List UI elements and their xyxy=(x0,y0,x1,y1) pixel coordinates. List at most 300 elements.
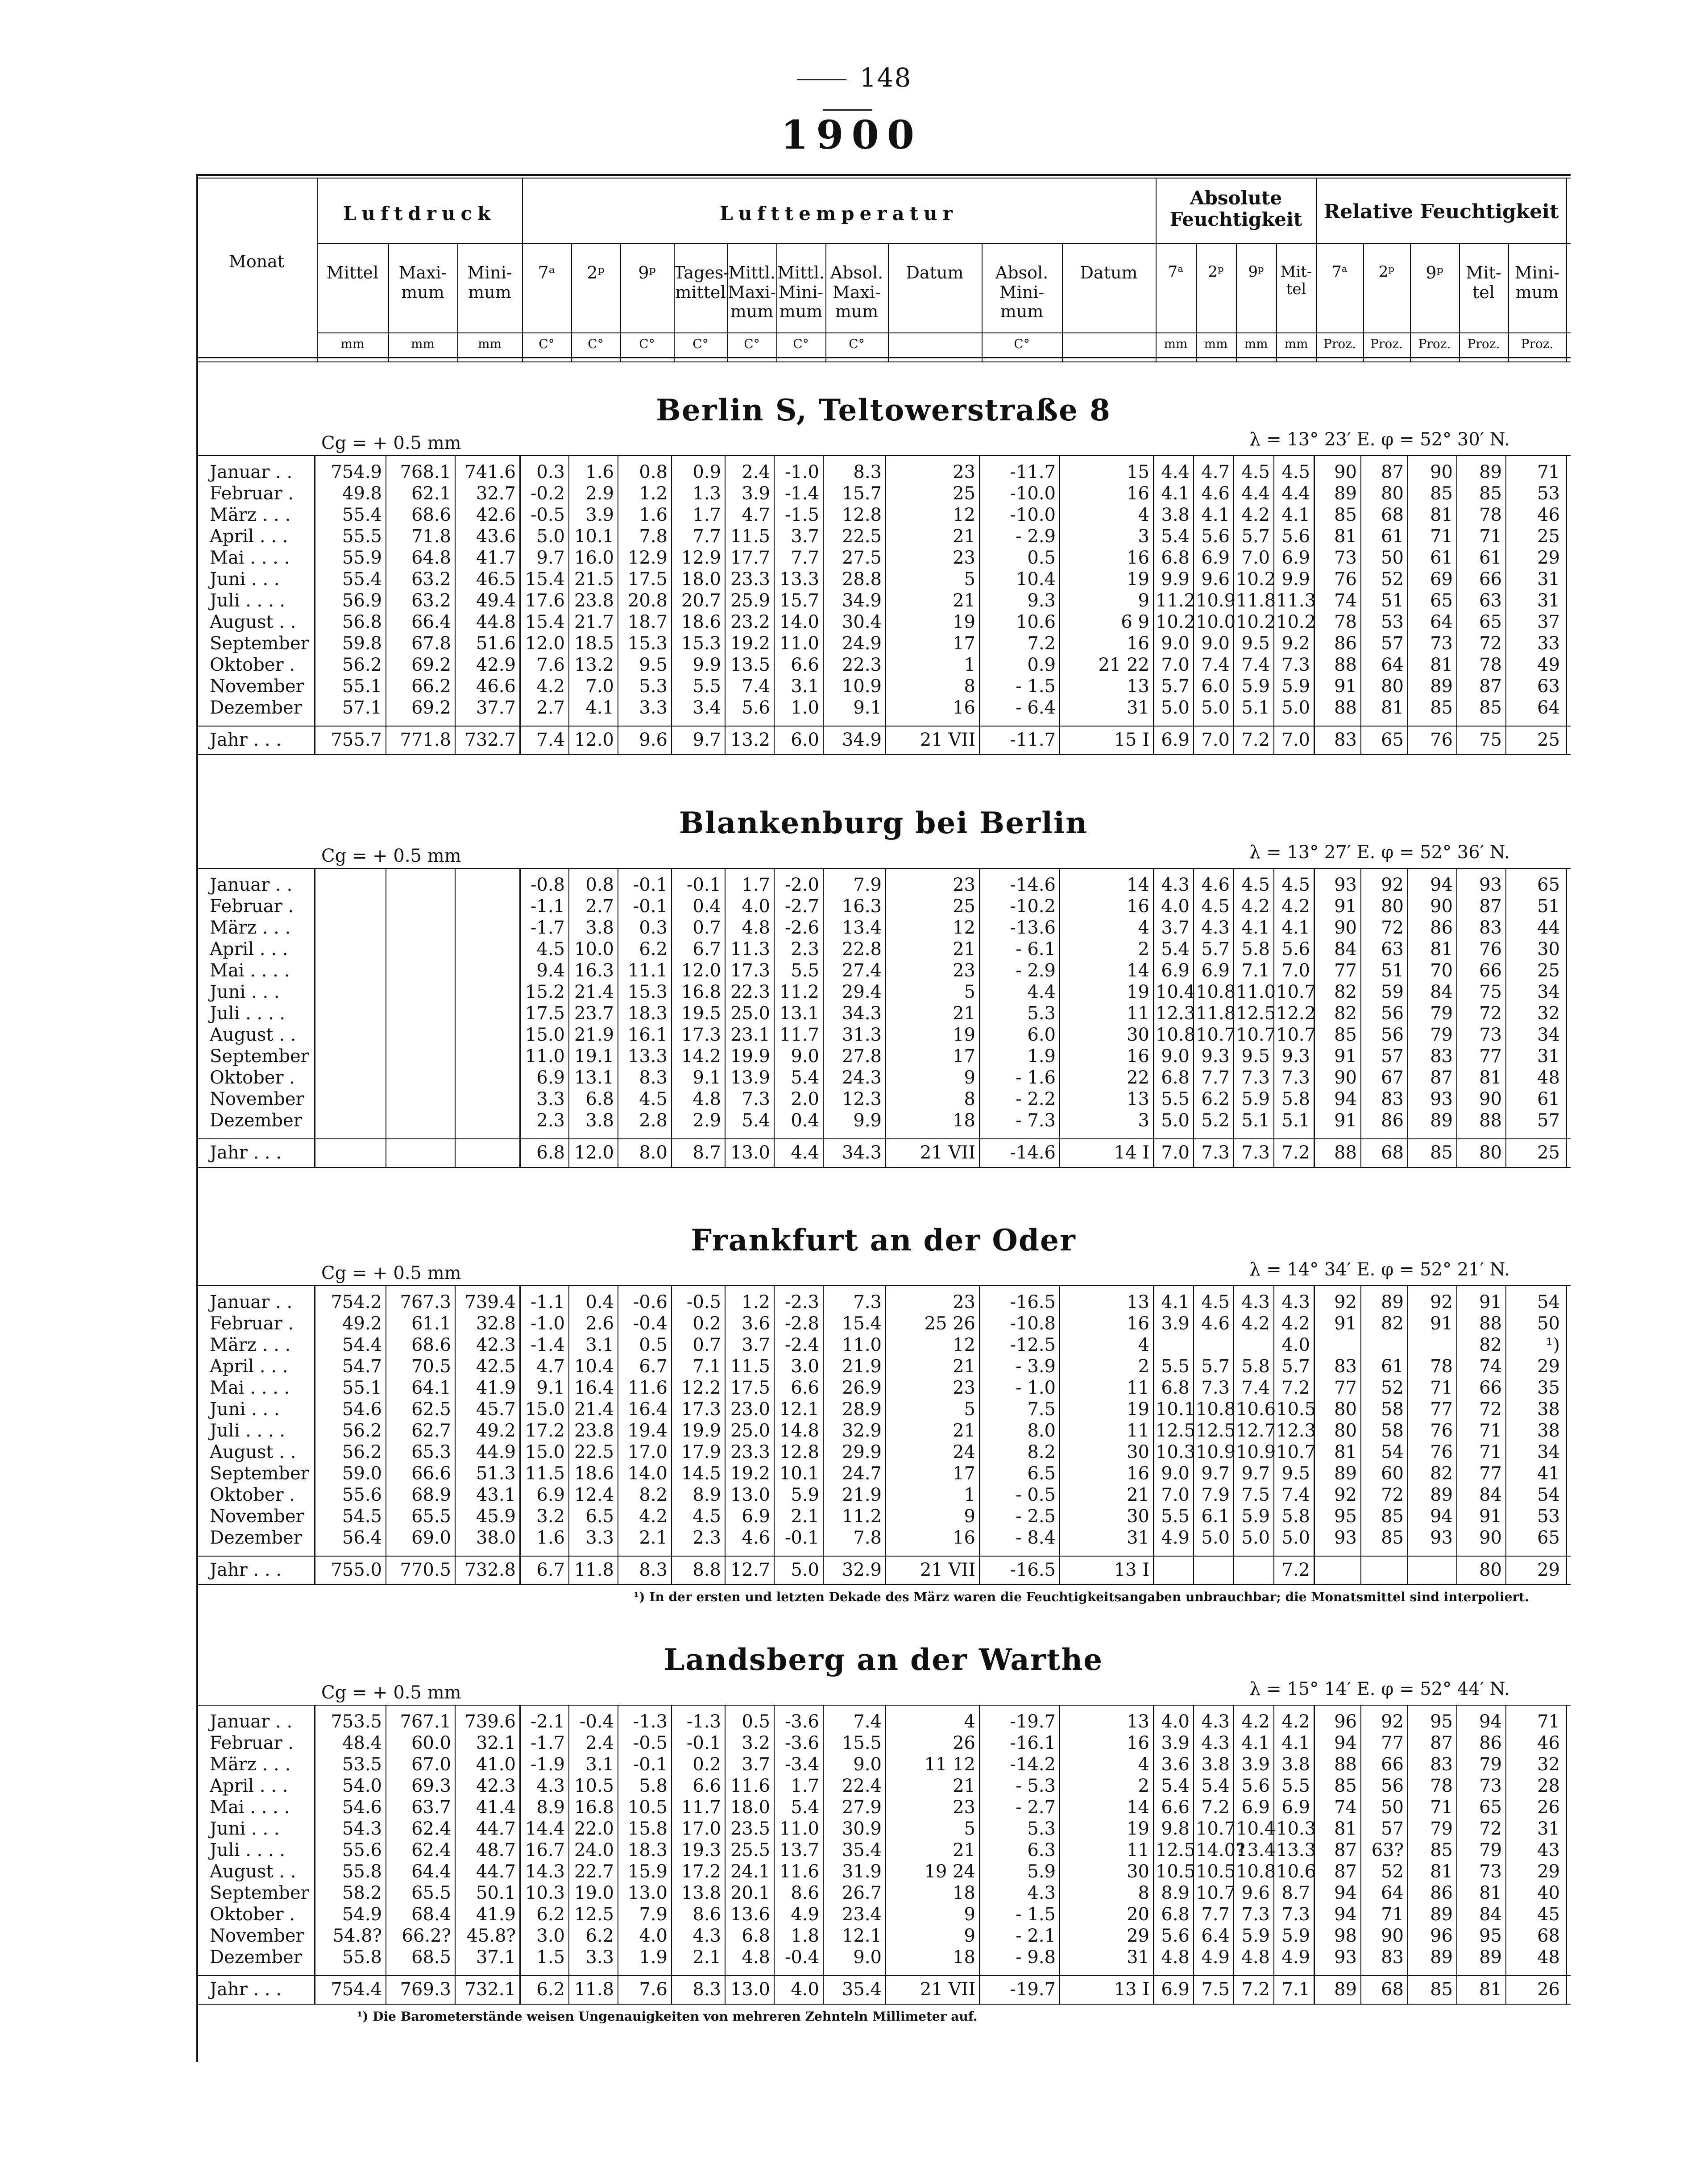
table-cell: 83 xyxy=(1334,730,1357,750)
table-row xyxy=(196,1754,1571,1775)
table-cell: 31.9 xyxy=(842,1861,882,1882)
table-cell: 23 xyxy=(953,548,975,568)
table-cell: 21.4 xyxy=(574,1399,614,1420)
col-divider xyxy=(823,455,824,754)
table-cell: 57.1 xyxy=(342,698,382,718)
table-cell: 4.5 xyxy=(1201,896,1230,917)
table-cell: 6.6 xyxy=(692,1776,721,1796)
table-cell: 1 xyxy=(964,1485,975,1505)
table-cell: 9 xyxy=(964,1904,975,1925)
table-cell: 3.3 xyxy=(585,1528,614,1548)
table-cell: 9.3 xyxy=(1027,590,1056,611)
table-cell: 68 xyxy=(1381,1142,1404,1163)
header-col-unit: mm xyxy=(1164,336,1188,351)
table-cell: 7.0 xyxy=(1201,730,1230,750)
table-cell: 0.9 xyxy=(692,462,721,482)
table-cell: 21 xyxy=(953,526,975,547)
table-cell: 23.2 xyxy=(730,612,770,632)
table-cell: 10.4 xyxy=(1236,1819,1276,1839)
table-cell: 5.8 xyxy=(639,1776,668,1796)
table-cell: 11.8 xyxy=(574,1560,614,1580)
table-row xyxy=(196,1904,1571,1925)
table-cell: 23.8 xyxy=(574,590,614,611)
header-bottom-rule xyxy=(196,357,1571,358)
table-cell: 56 xyxy=(1381,1025,1404,1045)
table-cell: 5.1 xyxy=(1281,1110,1310,1131)
table-cell: 77 xyxy=(1430,1399,1453,1420)
table-cell: -0.1 xyxy=(633,896,668,917)
table-row xyxy=(196,676,1571,697)
table-cell: -0.1 xyxy=(686,1733,721,1753)
table-cell: 21 VII xyxy=(920,1560,975,1580)
table-cell: 32.9 xyxy=(842,1560,882,1580)
col-divider xyxy=(885,868,886,1167)
table-cell: 5 xyxy=(964,1399,975,1420)
table-cell: 9.3 xyxy=(1201,1046,1230,1067)
table-cell: 4.2 xyxy=(1281,1711,1310,1732)
col-divider xyxy=(885,455,886,754)
table-cell: 87 xyxy=(1334,1861,1357,1882)
table-cell: 92 xyxy=(1430,1292,1453,1312)
table-cell: 4.5 xyxy=(1201,1292,1230,1312)
table-cell: 72 xyxy=(1381,918,1404,938)
table-cell: 42.3 xyxy=(476,1776,516,1796)
table-cell: 28.8 xyxy=(842,569,882,590)
table-cell: 16.4 xyxy=(574,1378,614,1398)
table-cell: 6.6 xyxy=(791,655,819,675)
table-cell: 14 I xyxy=(1114,1142,1149,1163)
table-cell: 71 xyxy=(1430,1378,1453,1398)
table-cell: 92 xyxy=(1381,875,1404,895)
col-divider xyxy=(1360,1705,1361,2004)
table-cell: 80 xyxy=(1479,1560,1502,1580)
table-cell: 6.8 xyxy=(1161,1378,1190,1398)
header-col-divider xyxy=(888,243,889,361)
table-cell: 89 xyxy=(1430,1110,1453,1131)
table-cell: 93 xyxy=(1430,1089,1453,1109)
table-cell: 75 xyxy=(1479,730,1502,750)
table-cell: 12.0 xyxy=(525,633,565,654)
table-cell: 20 xyxy=(1127,1904,1149,1925)
table-cell: 64 xyxy=(1381,1883,1404,1903)
table-cell: 7.1 xyxy=(1281,1979,1310,2000)
table-cell: 12 xyxy=(953,918,975,938)
jahr-rule xyxy=(196,726,1571,727)
table-cell: 88 xyxy=(1479,1313,1502,1334)
table-cell: 0.7 xyxy=(692,918,721,938)
table-cell: 12.4 xyxy=(574,1485,614,1505)
table-cell: 87 xyxy=(1430,1067,1453,1088)
table-cell: 7.8 xyxy=(639,526,668,547)
table-top-rule xyxy=(196,174,1571,176)
table-cell: 86 xyxy=(1334,633,1357,654)
table-cell: 81 xyxy=(1430,655,1453,675)
table-cell: 10.7 xyxy=(1276,982,1316,1002)
table-cell: 6.9 xyxy=(1241,1797,1270,1818)
table-cell: 767.3 xyxy=(400,1292,451,1312)
table-cell: 21 xyxy=(1127,1485,1149,1505)
table-cell: 77 xyxy=(1479,1046,1502,1067)
table-row xyxy=(196,1067,1571,1088)
table-cell: 79 xyxy=(1430,1025,1453,1045)
table-cell: 9.7 xyxy=(692,730,721,750)
table-cell: 4.8 xyxy=(1241,1947,1270,1968)
table-cell: 4.8 xyxy=(692,1089,721,1109)
header-col-unit: C° xyxy=(1014,336,1030,351)
col-divider xyxy=(1233,1705,1234,2004)
table-cell: 6.3 xyxy=(1027,1840,1056,1860)
table-cell: 71 xyxy=(1479,526,1502,547)
table-cell: -0.1 xyxy=(633,875,668,895)
header-col-divider xyxy=(1508,243,1509,361)
table-cell: 94 xyxy=(1334,1733,1357,1753)
table-cell: 56.2 xyxy=(342,1442,382,1462)
month-label: Mai . . . . xyxy=(210,1797,290,1818)
table-row xyxy=(196,504,1571,526)
table-cell: -1.1 xyxy=(530,896,565,917)
table-cell: 67 xyxy=(1381,1067,1404,1088)
table-cell: 7.4 xyxy=(536,730,565,750)
table-cell: 4.2 xyxy=(1281,896,1310,917)
table-cell: 64 xyxy=(1381,655,1404,675)
table-cell: 81 xyxy=(1479,1067,1502,1088)
table-cell: 6.2 xyxy=(585,1926,614,1946)
table-cell: 9.7 xyxy=(1201,1463,1230,1484)
table-cell: 13 xyxy=(1127,1089,1149,1109)
table-cell: 1.7 xyxy=(692,505,721,525)
col-divider xyxy=(725,455,726,754)
station-cg: Cg = + 0.5 mm xyxy=(321,433,461,453)
table-cell: 16 xyxy=(1127,1313,1149,1334)
table-cell: 755.7 xyxy=(331,730,382,750)
table-cell: 56.2 xyxy=(342,1420,382,1441)
table-cell: 13 xyxy=(1127,1292,1149,1312)
col-divider xyxy=(979,868,980,1167)
table-cell: 7.5 xyxy=(1201,1979,1230,2000)
table-cell: 22.0 xyxy=(574,1819,614,1839)
table-cell: 74 xyxy=(1334,590,1357,611)
table-cell: 4.2 xyxy=(1281,1313,1310,1334)
month-label: September xyxy=(210,1463,309,1484)
table-cell: 30.4 xyxy=(842,612,882,632)
month-label: Juli . . . . xyxy=(210,1420,286,1441)
group-divider xyxy=(314,1285,315,1584)
table-cell: 15.0 xyxy=(525,1399,565,1420)
table-cell: 4.0 xyxy=(791,1979,819,2000)
header-col-label: 9ᵖ xyxy=(1248,263,1264,281)
table-cell: 768.1 xyxy=(400,462,451,482)
table-row xyxy=(196,1399,1571,1420)
table-cell: 21.4 xyxy=(574,982,614,1002)
table-cell: 1.6 xyxy=(585,462,614,482)
table-cell: 3.7 xyxy=(742,1335,770,1355)
table-cell: 82 xyxy=(1381,1313,1404,1334)
table-row xyxy=(196,1110,1571,1131)
table-cell: 61 xyxy=(1381,526,1404,547)
table-cell: 66 xyxy=(1479,569,1502,590)
table-cell: 6.9 xyxy=(742,1506,770,1527)
table-cell: 82 xyxy=(1430,1463,1453,1484)
header-col-unit: Proz. xyxy=(1418,336,1451,351)
table-cell: 32 xyxy=(1537,1754,1560,1775)
table-cell: 81 xyxy=(1381,698,1404,718)
page-year: 1900 xyxy=(781,112,922,158)
table-cell: 13.7 xyxy=(779,1840,819,1860)
table-cell: 21 xyxy=(953,1776,975,1796)
table-cell: 7.2 xyxy=(1241,1979,1270,2000)
table-cell: 65.3 xyxy=(411,1442,451,1462)
table-cell: 7.2 xyxy=(1281,1560,1310,1580)
table-cell: 7.2 xyxy=(1281,1142,1310,1163)
table-cell: 32.9 xyxy=(842,1420,882,1441)
col-divider xyxy=(455,868,456,1167)
table-cell: 9.9 xyxy=(1161,569,1190,590)
table-cell: 72 xyxy=(1381,1485,1404,1505)
table-row xyxy=(196,938,1571,960)
table-cell: 4.0 xyxy=(1161,1711,1190,1732)
table-cell: 41 xyxy=(1537,1463,1560,1484)
table-cell: 80 xyxy=(1479,1142,1502,1163)
table-cell: 13.2 xyxy=(730,730,770,750)
table-cell: 96 xyxy=(1334,1711,1357,1732)
table-cell: 90 xyxy=(1381,1926,1404,1946)
table-cell: 71 xyxy=(1537,462,1560,482)
table-cell: 76 xyxy=(1430,1442,1453,1462)
header-luftdruck: Luftdruck xyxy=(343,203,496,224)
table-cell: 0.7 xyxy=(692,1335,721,1355)
month-label: April . . . xyxy=(210,939,288,959)
table-cell: 8.9 xyxy=(1161,1883,1190,1903)
header-col-label: Mittel xyxy=(326,263,379,282)
table-cell: 10.6 xyxy=(1016,612,1056,632)
table-cell: 31 xyxy=(1127,1947,1149,1968)
table-cell: 14.2 xyxy=(681,1046,721,1067)
table-cell: 3.0 xyxy=(536,1926,565,1946)
table-cell: 11.0 xyxy=(525,1046,565,1067)
header-col-label: 2ᵖ xyxy=(1378,263,1395,281)
table-cell: 86 xyxy=(1430,918,1453,938)
table-cell: 81 xyxy=(1334,1819,1357,1839)
header-unit-rule xyxy=(317,332,1571,333)
table-cell: 88 xyxy=(1334,655,1357,675)
month-label: Januar . . xyxy=(210,1292,293,1312)
table-cell: 85 xyxy=(1430,1142,1453,1163)
table-cell: 65 xyxy=(1430,590,1453,611)
table-cell: 77 xyxy=(1381,1733,1404,1753)
table-cell: 91 xyxy=(1334,1110,1357,1131)
table-cell: 770.5 xyxy=(400,1560,451,1580)
table-cell: 93 xyxy=(1430,1528,1453,1548)
table-cell: 16 xyxy=(1127,483,1149,504)
table-cell: - 2.9 xyxy=(1016,960,1056,981)
table-cell: 9.6 xyxy=(1241,1883,1270,1903)
table-cell: 31 xyxy=(1537,569,1560,590)
table-cell: 4.5 xyxy=(692,1506,721,1527)
table-cell: 18.0 xyxy=(730,1797,770,1818)
table-cell: 18.6 xyxy=(574,1463,614,1484)
table-cell: 7.9 xyxy=(853,875,882,895)
table-cell: 5.3 xyxy=(1027,1003,1056,1024)
table-cell: 42.6 xyxy=(476,505,516,525)
table-cell: 80 xyxy=(1381,676,1404,697)
table-cell: -2.4 xyxy=(784,1335,819,1355)
table-cell: 80 xyxy=(1334,1399,1357,1420)
table-cell: 6.9 xyxy=(1281,548,1310,568)
table-cell: 88 xyxy=(1479,1110,1502,1131)
table-cell: 5.1 xyxy=(1241,698,1270,718)
table-cell: 12.2 xyxy=(1276,1003,1316,1024)
table-cell: - 2.5 xyxy=(1016,1506,1056,1527)
table-cell: 55.8 xyxy=(342,1947,382,1968)
table-cell: 7.7 xyxy=(791,548,819,568)
month-label: Jahr . . . xyxy=(210,1560,282,1580)
table-cell: 10.7 xyxy=(1196,1819,1236,1839)
table-cell: 85 xyxy=(1430,1840,1453,1860)
table-cell: 67.8 xyxy=(411,633,451,654)
table-row xyxy=(196,483,1571,504)
table-cell: 57 xyxy=(1381,1819,1404,1839)
table-cell: 13.9 xyxy=(730,1067,770,1088)
table-cell: 3.2 xyxy=(742,1733,770,1753)
table-cell: 72 xyxy=(1479,1819,1502,1839)
table-cell: 6.5 xyxy=(1027,1463,1056,1484)
jahr-row xyxy=(196,1979,1571,2000)
table-cell: 92 xyxy=(1381,1711,1404,1732)
table-cell: 10.1 xyxy=(574,526,614,547)
table-row xyxy=(196,590,1571,611)
header-col-label: Mittl. Mini-mum xyxy=(777,263,825,322)
table-cell: 10.5 xyxy=(627,1797,668,1818)
group-divider xyxy=(1153,868,1154,1167)
table-cell: 5.4 xyxy=(1161,939,1190,959)
table-cell: 15.3 xyxy=(627,982,668,1002)
table-cell: 22.8 xyxy=(842,939,882,959)
table-cell: 11.8 xyxy=(574,1979,614,2000)
table-cell: 37.7 xyxy=(476,698,516,718)
table-cell: ¹) xyxy=(1546,1335,1560,1355)
table-cell: 25 xyxy=(1537,730,1560,750)
table-cell: 5 xyxy=(964,1819,975,1839)
table-cell: 16.7 xyxy=(525,1840,565,1860)
table-cell: 41.4 xyxy=(476,1797,516,1818)
table-cell: 66.4 xyxy=(411,612,451,632)
header-col-label: Absol. Mini-mum xyxy=(995,263,1049,322)
table-cell: 1.9 xyxy=(639,1947,668,1968)
month-label: Dezember xyxy=(210,698,302,718)
table-cell: 55.4 xyxy=(342,505,382,525)
table-cell: 9.1 xyxy=(853,698,882,718)
station-table-top-rule xyxy=(196,455,1571,456)
col-divider xyxy=(1273,1285,1274,1584)
table-row xyxy=(196,547,1571,569)
table-cell: 76 xyxy=(1430,1420,1453,1441)
table-cell: 0.4 xyxy=(791,1110,819,1131)
header-col-divider xyxy=(674,243,675,361)
table-cell: 19 xyxy=(1127,569,1149,590)
table-cell: 11.0 xyxy=(779,633,819,654)
table-cell: 19 xyxy=(1127,1399,1149,1420)
table-cell: 21 VII xyxy=(920,1142,975,1163)
table-cell: 741.6 xyxy=(464,462,516,482)
month-label: März . . . xyxy=(210,505,291,525)
header-col-label: 9ᵖ xyxy=(638,263,656,282)
table-row xyxy=(196,960,1571,981)
table-cell: 68.6 xyxy=(411,505,451,525)
table-cell: 10.5 xyxy=(574,1776,614,1796)
table-cell: 52 xyxy=(1381,1378,1404,1398)
table-cell: 754.4 xyxy=(331,1979,382,2000)
month-label: Januar . . xyxy=(210,875,293,895)
table-cell: 7.9 xyxy=(639,1904,668,1925)
table-cell: 0.8 xyxy=(585,875,614,895)
header-col-unit: mm xyxy=(1244,336,1268,351)
table-cell: 25 26 xyxy=(924,1313,975,1334)
col-divider xyxy=(455,1285,456,1584)
table-cell: 12 xyxy=(953,1335,975,1355)
table-cell: 9.5 xyxy=(639,655,668,675)
table-cell: 89 xyxy=(1334,483,1357,504)
table-cell: 2.7 xyxy=(536,698,565,718)
table-cell: 25 xyxy=(1537,960,1560,981)
jahr-rule xyxy=(196,1556,1571,1557)
table-cell: 23.0 xyxy=(730,1399,770,1420)
table-cell: -0.4 xyxy=(633,1313,668,1334)
table-cell: 91 xyxy=(1334,1313,1357,1334)
table-cell: 5.9 xyxy=(1281,676,1310,697)
header-col-unit: mm xyxy=(1284,336,1308,351)
table-cell: 21 VII xyxy=(920,730,975,750)
table-cell: 5.8 xyxy=(1281,1089,1310,1109)
table-cell: 85 xyxy=(1430,483,1453,504)
header-col-divider xyxy=(1196,243,1197,361)
table-cell: 14.8 xyxy=(779,1420,819,1441)
station-coordinates: λ = 13° 23′ E. φ = 52° 30′ N. xyxy=(1249,429,1510,450)
table-cell: 80 xyxy=(1381,896,1404,917)
table-cell: 13.0 xyxy=(730,1485,770,1505)
table-cell: 27.5 xyxy=(842,548,882,568)
group-divider xyxy=(1153,1705,1154,2004)
table-cell: 23 xyxy=(953,875,975,895)
table-cell: 30 xyxy=(1127,1025,1149,1045)
table-row xyxy=(196,1441,1571,1463)
table-cell: 4.2 xyxy=(639,1506,668,1527)
table-row xyxy=(196,654,1571,676)
table-cell: 77 xyxy=(1334,960,1357,981)
table-cell: 7.5 xyxy=(1241,1485,1270,1505)
table-cell: 6.9 xyxy=(1281,1797,1310,1818)
table-cell: 41.7 xyxy=(476,548,516,568)
table-cell: 44.7 xyxy=(476,1861,516,1882)
table-cell: 7.7 xyxy=(1201,1904,1230,1925)
table-row xyxy=(196,1797,1571,1818)
table-cell: 9 xyxy=(964,1506,975,1527)
table-cell: 7.9 xyxy=(1201,1485,1230,1505)
month-label: Oktober . xyxy=(210,655,295,675)
table-cell: 23.3 xyxy=(730,569,770,590)
table-cell: 46.6 xyxy=(476,676,516,697)
table-cell: 90 xyxy=(1334,462,1357,482)
table-cell: 23 xyxy=(953,960,975,981)
table-cell: 91 xyxy=(1479,1506,1502,1527)
table-cell: 37 xyxy=(1537,612,1560,632)
table-cell: 6.1 xyxy=(1201,1506,1230,1527)
table-cell: 13 xyxy=(1127,1711,1149,1732)
table-cell: 3.3 xyxy=(536,1089,565,1109)
table-cell: 29 xyxy=(1537,1560,1560,1580)
col-divider xyxy=(1407,868,1408,1167)
table-cell: 0.3 xyxy=(639,918,668,938)
table-cell: 4.2 xyxy=(1241,1313,1270,1334)
